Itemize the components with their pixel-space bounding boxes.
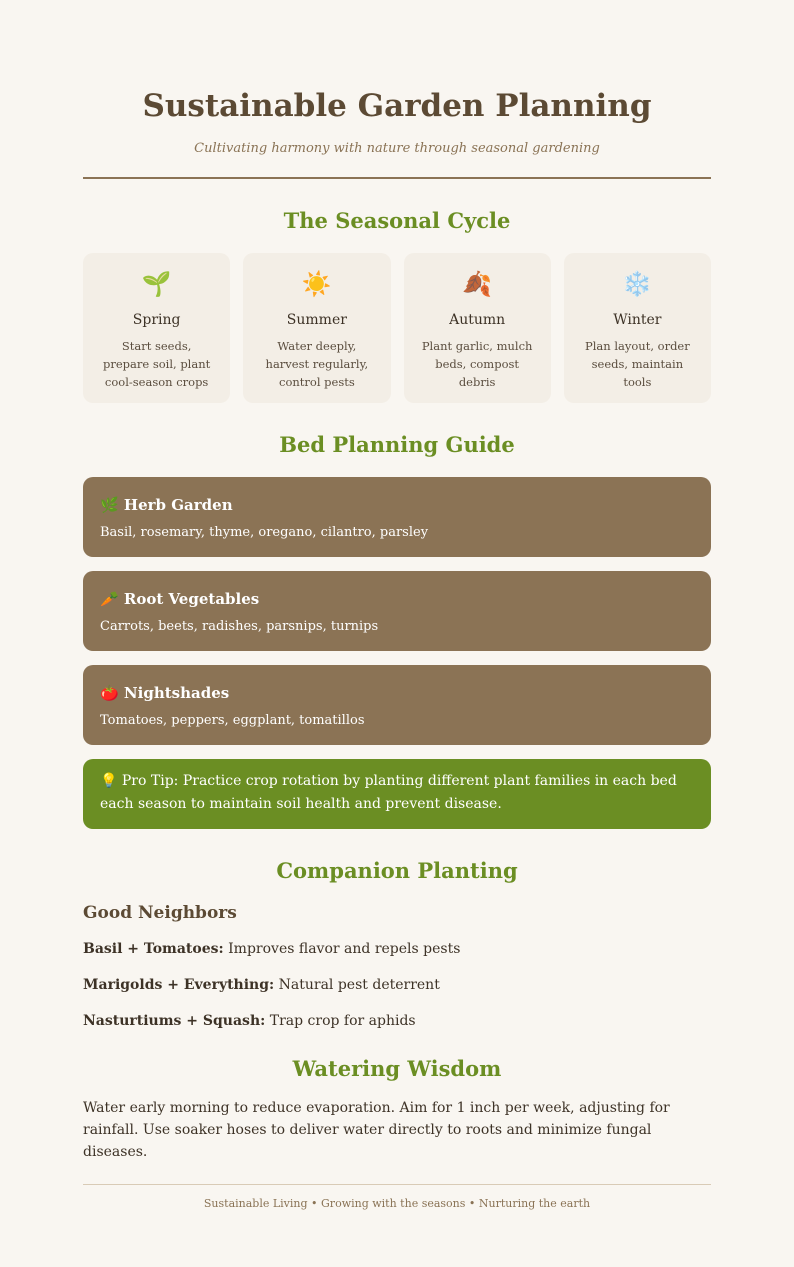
pair-names: Marigolds + Everything:	[83, 977, 275, 993]
pair-benefit: Improves flavor and repels pests	[228, 941, 461, 957]
bed-card-herb-garden	[83, 477, 711, 557]
fallen-leaves-icon: 🍂	[462, 270, 493, 298]
bed-list	[83, 477, 711, 745]
bed-heading	[100, 682, 694, 704]
herb-icon: 🌿	[100, 496, 119, 514]
seedling-icon: 🌱	[141, 270, 172, 298]
season-description: Plan layout, order seeds, maintain tools	[585, 339, 690, 389]
season-name: Summer	[286, 312, 347, 328]
season-description: Water deeply, harvest regularly, control pests	[265, 339, 369, 389]
season-card-spring	[83, 253, 230, 403]
companion-pair	[83, 939, 711, 959]
bed-plants: Basil, rosemary, thyme, oregano, cilantro, parsley	[100, 525, 429, 540]
pair-names: Basil + Tomatoes:	[83, 941, 224, 957]
page-title: Sustainable Garden Planning	[142, 88, 652, 124]
page-subtitle: Cultivating harmony with nature through seasonal gardening	[194, 141, 600, 156]
bed-plants: Tomatoes, peppers, eggplant, tomatillos	[100, 713, 365, 728]
carrot-icon: 🥕	[100, 590, 119, 608]
bed-card-root-vegetables	[83, 571, 711, 651]
pro-tip-text: Pro Tip: Practice crop rotation by planting different plant families in each bed each season to maintain soil health and prevent disease.	[100, 773, 677, 812]
watering-wisdom-heading: Watering Wisdom	[292, 1056, 502, 1081]
season-description: Start seeds, prepare soil, plant cool-season crops	[102, 339, 211, 389]
pair-names: Nasturtiums + Squash:	[83, 1013, 266, 1029]
companion-pair	[83, 975, 711, 995]
good-neighbors-heading: Good Neighbors	[83, 903, 237, 923]
bed-name: Herb Garden	[123, 496, 233, 514]
bed-plants: Carrots, beets, radishes, parsnips, turnips	[100, 619, 379, 634]
page-footer: Sustainable Living • Growing with the seasons • Nurturing the earth	[203, 1197, 591, 1210]
seasons-grid	[83, 253, 711, 403]
snowflake-icon: ❄️	[622, 270, 653, 298]
season-card-winter	[564, 253, 711, 403]
header-divider	[83, 177, 711, 179]
footer-divider	[83, 1184, 711, 1185]
companion-pair	[83, 1011, 711, 1031]
season-name: Autumn	[449, 312, 506, 328]
watering-paragraph: Water early morning to reduce evaporation. Aim for 1 inch per week, adjusting for rainfall. Use soaker hoses to deliver water directly to roots and minimize fungal diseases.	[83, 1100, 670, 1160]
lightbulb-icon: 💡	[100, 773, 118, 789]
tomato-icon: 🍅	[100, 684, 119, 702]
bed-heading	[100, 588, 694, 610]
season-card-summer	[243, 253, 390, 403]
pro-tip-callout	[83, 759, 711, 829]
season-name: Winter	[613, 312, 662, 328]
seasonal-cycle-heading: The Seasonal Cycle	[283, 208, 511, 233]
season-card-autumn	[404, 253, 551, 403]
sun-icon: ☀️	[301, 270, 332, 298]
bed-name: Nightshades	[123, 684, 230, 702]
page-header	[83, 0, 711, 179]
pair-benefit: Trap crop for aphids	[269, 1013, 416, 1029]
page	[83, 0, 711, 1212]
bed-heading	[100, 494, 694, 516]
bed-planning-heading: Bed Planning Guide	[279, 432, 515, 457]
season-name: Spring	[132, 312, 181, 328]
bed-card-nightshades	[83, 665, 711, 745]
bed-name: Root Vegetables	[123, 590, 260, 608]
season-description: Plant garlic, mulch beds, compost debris	[421, 339, 533, 389]
companion-planting-heading: Companion Planting	[276, 858, 518, 883]
pair-benefit: Natural pest deterrent	[278, 977, 440, 993]
